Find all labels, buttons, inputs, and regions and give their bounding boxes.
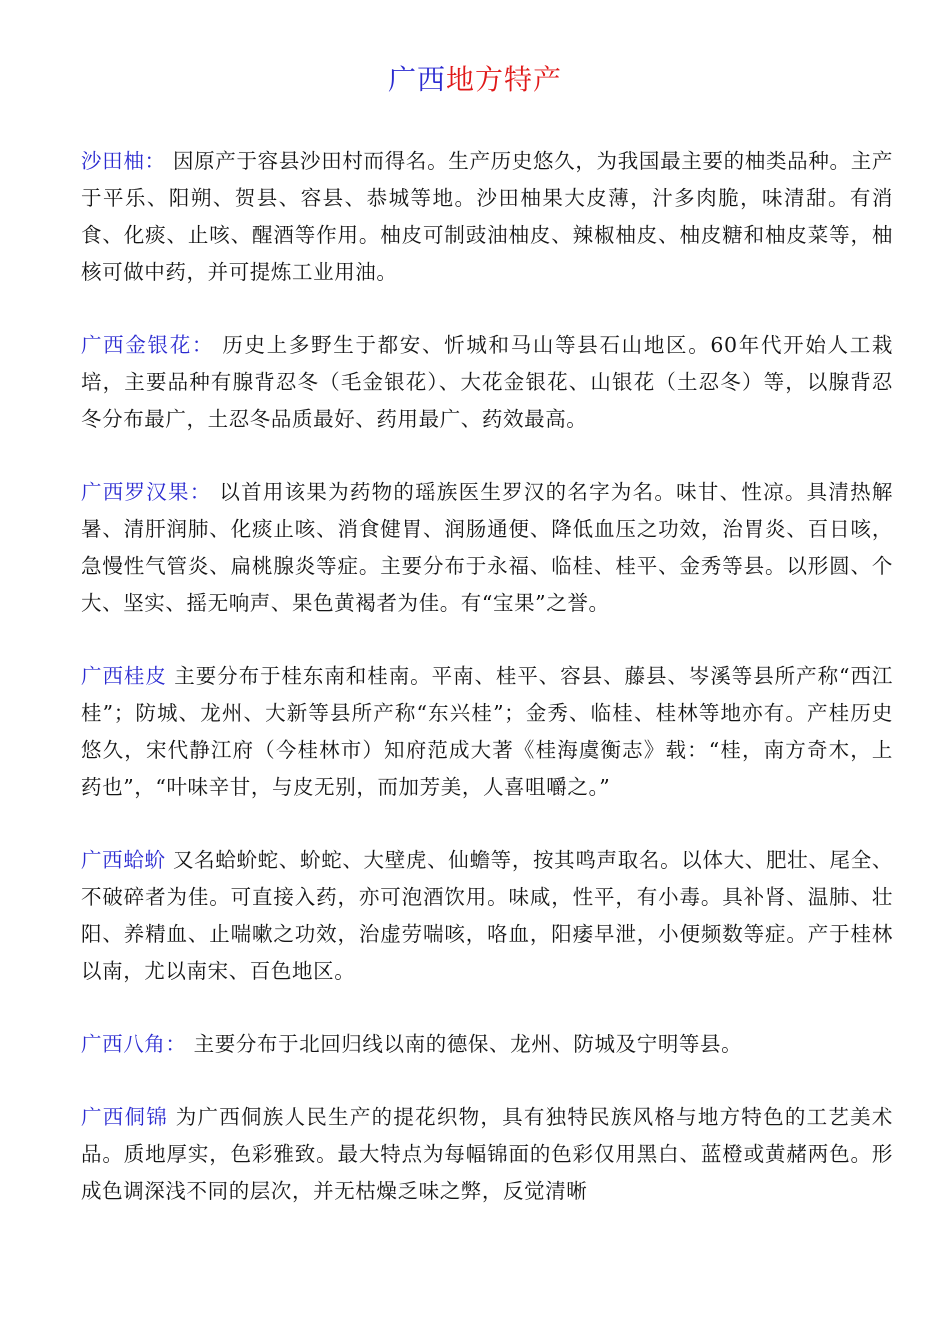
entry-star-anise [81,1026,893,1063]
entry-dong-brocade [81,1099,893,1210]
entry-text: 因原产于容县沙田村而得名。生产历史悠久，为我国最主要的柚类品种。主产于平乐、阳朔、贺县、容县、恭城等地。沙田柚果大皮薄，汁多肉脆，味清甜。有消食、化痰、止咳、醒酒等作用。柚皮可制豉油柚皮、辣椒柚皮、柚皮糖和柚皮菜等，柚核可做中药，并可提炼工业用油。 [81,149,893,284]
entry-heading: 广西八角： [81,1032,187,1056]
entry-heading: 广西桂皮 [81,664,167,688]
entry-gecko [81,842,893,990]
entry-text: 历史上多野生于都安、忻城和马山等县石山地区。60年代开始人工栽培，主要品种有腺背忍冬（毛金银花）、大花金银花、山银花（土忍冬）等，以腺背忍冬分布最广，土忍冬品质最好、药用最广、药效最高。 [81,333,893,431]
entry-shatian-pomelo [81,143,893,291]
entry-heading: 广西蛤蚧 [81,848,166,872]
entry-honeysuckle [81,327,893,438]
entry-text: 又名蛤蚧蛇、蚧蛇、大壁虎、仙蟾等，按其鸣声取名。以体大、肥壮、尾全、不破碎者为佳。可直接入药，亦可泡酒饮用。味咸，性平，有小毒。具补肾、温肺、壮阳、养精血、止喘嗽之功效，治虚劳喘咳，咯血，阳痿早泄，小便频数等症。产于桂林以南，尤以南宋、百色地区。 [81,848,893,983]
entry-cinnamon-bark [81,658,893,806]
entry-heading: 广西侗锦 [81,1105,169,1129]
entry-heading: 广西罗汉果： [81,480,212,504]
entry-heading: 沙田柚： [81,149,166,173]
entry-text: 以首用该果为药物的瑶族医生罗汉的名字为名。味甘、性凉。具清热解暑、清肝润肺、化痰止咳、消食健胃、润肠通便、降低血压之功效，治胃炎、百日咳，急慢性气管炎、扁桃腺炎等症。主要分布于永福、临桂、桂平、金秀等县。以形圆、个大、坚实、摇无响声、果色黄褐者为佳。有“宝果”之誉。 [81,480,893,615]
title-part-guangxi: 广西 [387,63,446,96]
entry-heading: 广西金银花： [81,333,215,357]
entry-luohanguo [81,474,893,622]
entry-text: 主要分布于北回归线以南的德保、龙州、防城及宁明等县。 [193,1032,743,1056]
entry-text: 主要分布于桂东南和桂南。平南、桂平、容县、藤县、岑溪等县所产称“西江桂”；防城、龙州、大新等县所产称“东兴桂”；金秀、临桂、桂林等地亦有。产桂历史悠久，宋代静江府（今桂林市）知府范成大著《桂海虞衡志》载：“桂，南方奇木，上药也”，“叶味辛甘，与皮无别，而加芳美，人喜咀嚼之。” [81,664,893,799]
specialty-list [81,143,893,1246]
page-title [0,60,950,100]
title-part-local-specialties: 地方特产 [446,63,563,96]
entry-text: 为广西侗族人民生产的提花织物，具有独特民族风格与地方特色的工艺美术品。质地厚实，色彩雅致。最大特点为每幅锦面的色彩仅用黑白、蓝橙或黄赭两色。形成色调深浅不同的层次，并无枯燥乏味之弊，反觉清晰 [81,1105,893,1203]
